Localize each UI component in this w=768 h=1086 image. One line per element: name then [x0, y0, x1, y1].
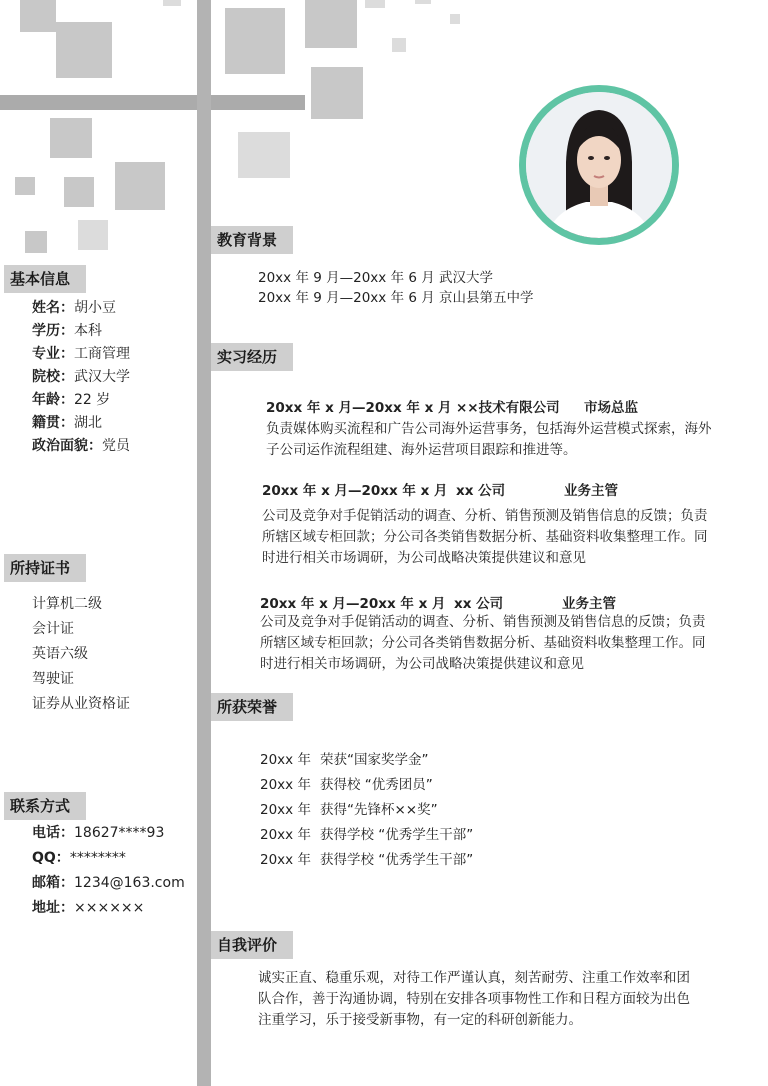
- self-evaluation-line: 诚实正直、稳重乐观，对待工作严谨认真，刻苦耐劳、注重工作效率和团: [258, 970, 690, 986]
- certificate-item: 驾驶证: [32, 671, 74, 687]
- contact-row: [32, 847, 126, 867]
- internship-description-line: 公司及竞争对手促销活动的调查、分析、销售预测及销售信息的反馈；负责: [260, 614, 706, 630]
- contact-value: 1234@163.com: [74, 875, 185, 891]
- decor-square: [56, 22, 112, 78]
- certificate-item: 计算机二级: [32, 596, 102, 612]
- internship-description: [266, 419, 746, 461]
- section-title-internship: 实习经历: [211, 343, 293, 371]
- decor-square: [305, 0, 357, 48]
- basic-info-row: [32, 412, 102, 432]
- horizontal-bar: [0, 95, 305, 110]
- contact-row: [32, 897, 144, 917]
- basic-info-row: [32, 297, 116, 317]
- internship-company: xx 公司: [456, 483, 506, 499]
- contact-value: ××××××: [74, 900, 145, 916]
- basic-info-row: [32, 435, 130, 455]
- honor-year: 20xx 年: [260, 802, 311, 818]
- honor-text: 获得学校 “优秀学生干部”: [320, 852, 474, 868]
- internship-description-line: 所辖区域专柜回款；分公司各类销售数据分析、基础资料收集整理工作。同: [260, 635, 706, 651]
- contact-value: ********: [69, 850, 126, 866]
- contact-row: [32, 822, 164, 842]
- basic-info-label: 年龄：: [32, 392, 74, 408]
- internship-description-line: 子公司运作流程组建、海外运营项目跟踪和推进等。: [266, 442, 577, 458]
- decor-square: [450, 14, 460, 24]
- honor-text: 获得“先锋杯××奖”: [320, 802, 438, 818]
- decor-square: [225, 8, 285, 74]
- basic-info-label: 籍贯：: [32, 415, 74, 431]
- basic-info-row: [32, 343, 130, 363]
- decor-square: [25, 231, 47, 253]
- basic-info-row: [32, 366, 130, 386]
- basic-info-value: 胡小豆: [74, 300, 116, 316]
- basic-info-label: 院校：: [32, 369, 74, 385]
- honor-row: [260, 748, 429, 768]
- internship-role: 市场总监: [584, 400, 638, 416]
- section-title-contact: 联系方式: [4, 792, 86, 820]
- decor-square: [64, 177, 94, 207]
- section-title-self-evaluation: 自我评价: [211, 931, 293, 959]
- internship-description-line: 时进行相关市场调研，为公司战略决策提供建议和意见: [260, 656, 584, 672]
- honor-row: [260, 823, 473, 843]
- contact-value: 18627****93: [74, 825, 165, 841]
- self-evaluation-line: 队合作，善于沟通协调，特别在安排各项事物性工作和日程方面较为出色: [258, 991, 690, 1007]
- decor-square: [78, 220, 108, 250]
- decor-square: [15, 177, 35, 195]
- certificate-item: 证券从业资格证: [32, 696, 130, 712]
- decor-square: [50, 118, 92, 158]
- section-title-education: 教育背景: [211, 226, 293, 254]
- internship-description: [262, 506, 742, 569]
- honor-year: 20xx 年: [260, 852, 311, 868]
- decor-square: [115, 162, 165, 210]
- basic-info-label: 专业：: [32, 346, 74, 362]
- contact-row: [32, 872, 185, 892]
- basic-info-label: 姓名：: [32, 300, 74, 316]
- internship-role: 业务主管: [564, 483, 618, 499]
- basic-info-value: 湖北: [74, 415, 102, 431]
- contact-label: 地址：: [32, 900, 74, 916]
- internship-description-line: 公司及竞争对手促销活动的调查、分析、销售预测及销售信息的反馈；负责: [262, 508, 708, 524]
- honor-year: 20xx 年: [260, 777, 311, 793]
- decor-square: [415, 0, 431, 4]
- self-evaluation-line: 注重学习，乐于接受新事物，有一定的科研创新能力。: [258, 1012, 582, 1028]
- decor-square: [392, 38, 406, 52]
- basic-info-row: [32, 320, 102, 340]
- honor-row: [260, 773, 433, 793]
- honor-year: 20xx 年: [260, 752, 311, 768]
- internship-company: ××技术有限公司: [456, 400, 560, 416]
- contact-label: 邮箱：: [32, 875, 74, 891]
- honor-text: 荣获“国家奖学金”: [320, 752, 429, 768]
- basic-info-value: 党员: [102, 438, 130, 454]
- section-title-certificates: 所持证书: [4, 554, 86, 582]
- internship-date: 20xx 年 x 月—20xx 年 x 月: [260, 596, 446, 612]
- decor-square: [163, 0, 181, 6]
- section-title-basic: 基本信息: [4, 265, 86, 293]
- basic-info-value: 武汉大学: [74, 369, 130, 385]
- decor-square: [311, 67, 363, 119]
- avatar: [526, 92, 672, 238]
- honor-text: 获得学校 “优秀学生干部”: [320, 827, 474, 843]
- education-item: 20xx 年 9 月—20xx 年 6 月 武汉大学: [258, 270, 494, 286]
- internship-date: 20xx 年 x 月—20xx 年 x 月: [262, 483, 448, 499]
- internship-role: 业务主管: [562, 596, 616, 612]
- certificate-item: 英语六级: [32, 646, 88, 662]
- certificate-item: 会计证: [32, 621, 74, 637]
- self-evaluation-text: [258, 968, 738, 1031]
- internship-description-line: 负责媒体购买流程和广告公司海外运营事务，包括海外运营模式探索，海外: [266, 421, 712, 437]
- vertical-bar: [197, 0, 211, 1086]
- internship-description: [260, 612, 740, 675]
- internship-description-line: 时进行相关市场调研，为公司战略决策提供建议和意见: [262, 550, 586, 566]
- decor-square: [365, 0, 385, 8]
- basic-info-label: 政治面貌：: [32, 438, 102, 454]
- person-icon: [526, 92, 672, 238]
- basic-info-value: 22 岁: [74, 392, 111, 408]
- education-item: 20xx 年 9 月—20xx 年 6 月 京山县第五中学: [258, 290, 534, 306]
- basic-info-label: 学历：: [32, 323, 74, 339]
- basic-info-value: 工商管理: [74, 346, 130, 362]
- honor-text: 获得校 “优秀团员”: [320, 777, 433, 793]
- contact-label: 电话：: [32, 825, 74, 841]
- internship-company: xx 公司: [454, 596, 504, 612]
- internship-description-line: 所辖区域专柜回款；分公司各类销售数据分析、基础资料收集整理工作。同: [262, 529, 708, 545]
- internship-date: 20xx 年 x 月—20xx 年 x 月: [266, 400, 452, 416]
- decor-square: [20, 0, 56, 32]
- contact-label: QQ：: [32, 850, 70, 866]
- basic-info-value: 本科: [74, 323, 102, 339]
- honor-row: [260, 798, 438, 818]
- basic-info-row: [32, 389, 110, 409]
- honor-year: 20xx 年: [260, 827, 311, 843]
- decor-square: [238, 132, 290, 178]
- section-title-honors: 所获荣誉: [211, 693, 293, 721]
- honor-row: [260, 848, 473, 868]
